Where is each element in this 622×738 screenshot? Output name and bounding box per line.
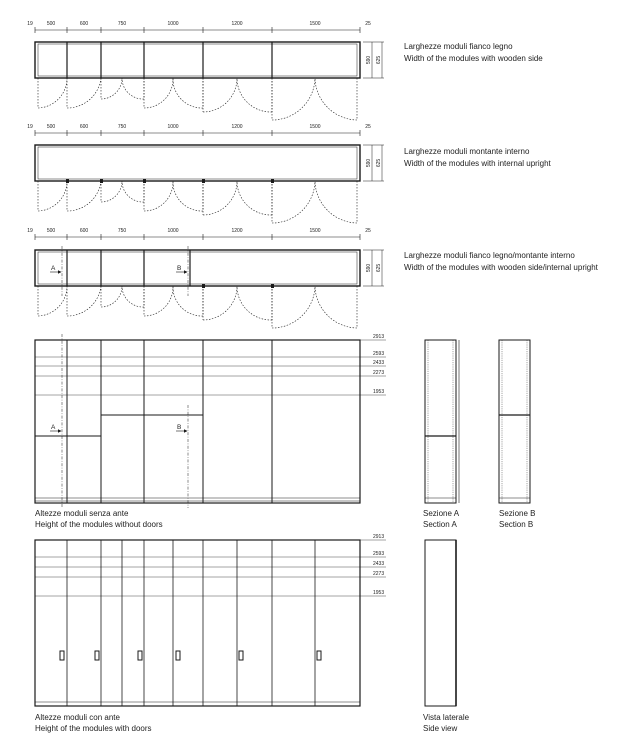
caption-en: Height of the modules without doors [35,520,163,529]
depth-dimension [363,42,384,78]
section-marker-a: A [51,265,56,272]
height-guides [35,340,386,395]
section-lines [62,246,188,296]
dim-600: 600 [79,228,89,234]
depth-dimension [363,250,384,286]
caption-en: Height of the modules with doors [35,724,152,733]
height-2913: 2913 [373,534,385,540]
dim-1500: 1500 [309,124,321,130]
section-b-label-it: Sezione B [499,509,536,518]
dimension-row [27,228,371,240]
dim-500: 500 [46,21,56,27]
dim-1200: 1200 [231,21,243,27]
depth-590: 590 [366,55,372,65]
dim-1000: 1000 [167,124,179,130]
dim-500: 500 [46,124,56,130]
plan-internal-upright [27,124,551,223]
depth-dimension [363,145,384,181]
depth-625: 625 [376,263,382,273]
dim-750: 750 [117,124,127,130]
door-swings [38,286,357,328]
dim-end: 25 [365,228,371,234]
dim-1000: 1000 [167,228,179,234]
caption-en: Width of the modules with wooden side [404,54,543,63]
side-view [423,540,470,733]
dimension-row [27,124,371,136]
caption-en: Width of the modules with wooden side/internal upright [404,263,598,272]
side-view-label-it: Vista laterale [423,713,470,722]
depth-625: 625 [376,158,382,168]
depth-590: 590 [366,158,372,168]
dim-1000: 1000 [167,21,179,27]
section-lines [62,334,188,508]
plan-wooden-side [27,21,543,120]
door-handles [60,651,321,660]
dim-side: 19 [27,21,33,27]
plan-body [35,145,360,181]
dim-1500: 1500 [309,228,321,234]
section-marker-a: A [51,424,56,431]
height-guides [35,540,386,596]
plan-body [35,42,360,78]
height-2433: 2433 [373,561,385,567]
height-2273: 2273 [373,571,385,577]
section-marker-b: B [177,424,182,431]
dim-600: 600 [79,21,89,27]
caption-it: Altezze moduli con ante [35,713,120,722]
dim-750: 750 [117,228,127,234]
depth-590: 590 [366,263,372,273]
dim-600: 600 [79,124,89,130]
section-marker-b: B [177,265,182,272]
section-b [499,340,535,529]
dim-end: 25 [365,21,371,27]
plan-mixed [27,228,598,328]
caption-en: Width of the modules with internal upright [404,159,551,168]
section-a [423,340,460,529]
elevation-no-doors [35,334,386,529]
caption-it: Larghezze moduli fianco legno [404,42,513,51]
dim-1200: 1200 [231,124,243,130]
caption-it: Larghezze moduli fianco legno/montante interno [404,251,575,260]
height-2593: 2593 [373,351,385,357]
dimension-row [27,21,371,33]
elevation-with-doors [35,534,386,733]
dim-750: 750 [117,21,127,27]
dim-500: 500 [46,228,56,234]
side-view-label-en: Side view [423,724,458,733]
section-a-label-it: Sezione A [423,509,460,518]
height-2913: 2913 [373,334,385,340]
section-a-label-en: Section A [423,520,457,529]
height-1953: 1953 [373,389,385,395]
cabinet-frame [35,540,360,706]
height-2593: 2593 [373,551,385,557]
dim-side: 19 [27,228,33,234]
caption-it: Altezze moduli senza ante [35,509,129,518]
dim-1200: 1200 [231,228,243,234]
cabinet-frame [35,340,360,503]
depth-625: 625 [376,55,382,65]
door-swings [38,78,357,120]
height-1953: 1953 [373,590,385,596]
plan-body [35,250,360,286]
dim-side: 19 [27,124,33,130]
dim-end: 25 [365,124,371,130]
door-swings [38,181,357,223]
section-b-label-en: Section B [499,520,534,529]
caption-it: Larghezze moduli montante interno [404,147,530,156]
height-2433: 2433 [373,360,385,366]
dim-1500: 1500 [309,21,321,27]
height-2273: 2273 [373,370,385,376]
